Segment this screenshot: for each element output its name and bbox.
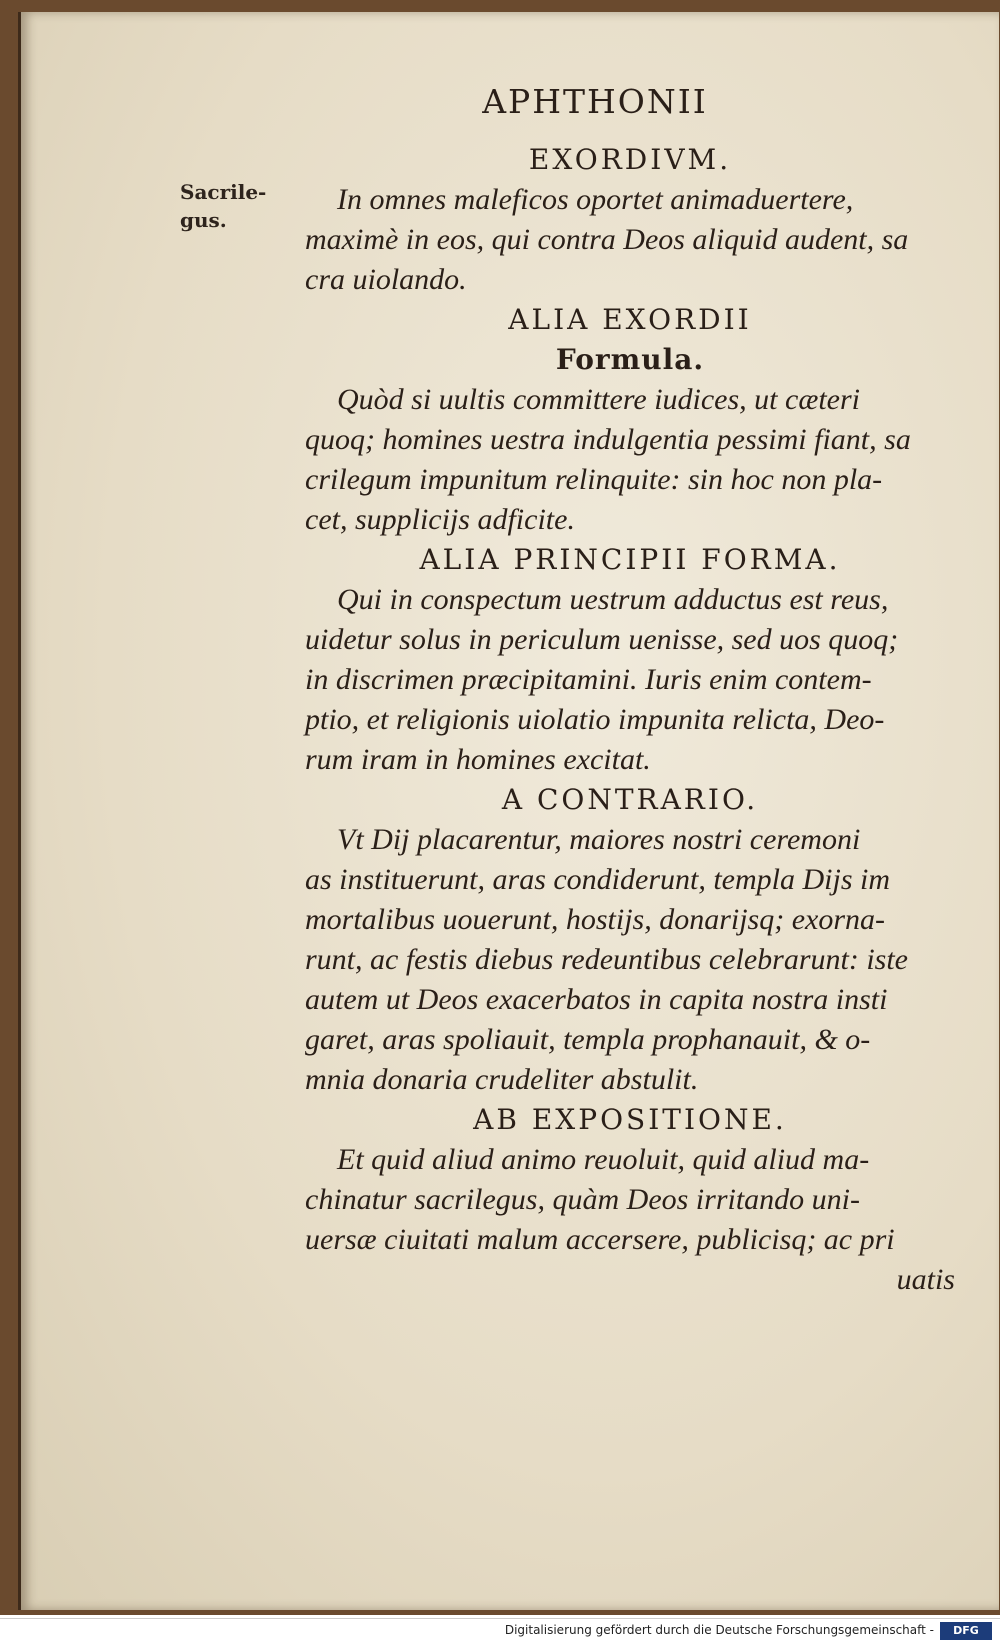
text-line: runt, ac festis diebus redeuntibus celebrarunt: iste <box>305 943 908 976</box>
text-line: Et quid aliud animo reuoluit, quid aliud ma- <box>337 1143 870 1176</box>
margin-note-line: Sacrile- <box>180 180 267 204</box>
text-line: in discrimen præcipitamini. Iuris enim contem- <box>305 663 872 696</box>
text-line: cet, supplicijs adficite. <box>305 503 575 536</box>
text-line: as instituerunt, aras condiderunt, templa Dijs im <box>305 863 890 896</box>
text-line: Quòd si uultis committere iudices, ut cæteri <box>337 383 860 416</box>
main-text <box>305 140 955 1300</box>
dfg-logo: DFG <box>940 1622 992 1640</box>
margin-note-line: gus. <box>180 208 227 232</box>
text-line: mnia donaria crudeliter abstulit. <box>305 1063 699 1096</box>
margin-note <box>180 178 267 234</box>
section-heading: A CONTRARIO. <box>501 783 759 816</box>
text-line: garet, aras spoliauit, templa prophanauit, & o- <box>305 1023 871 1056</box>
text-line: rum iram in homines excitat. <box>305 743 651 776</box>
section-heading: AB EXPOSITIONE. <box>473 1103 787 1136</box>
section-heading: Formula. <box>555 343 705 376</box>
text-line: In omnes maleficos oportet animaduertere, <box>337 183 854 216</box>
footer-bar <box>0 1618 1000 1646</box>
text-line: mortalibus uouerunt, hostijs, donarijsq; exorna- <box>305 903 886 936</box>
text-line: crilegum impunitum relinquite: sin hoc non pla- <box>305 463 883 496</box>
section-heading: ALIA EXORDII <box>508 303 752 336</box>
section-heading: ALIA PRINCIPII FORMA. <box>419 543 841 576</box>
text-line: maximè in eos, qui contra Deos aliquid audent, sa <box>305 223 909 256</box>
footer-credit: Digitalisierung gefördert durch die Deutsche Forschungsgemeinschaft - <box>504 1623 934 1637</box>
text-line: uersæ ciuitati malum accersere, publicisq; ac pri <box>305 1223 895 1256</box>
running-head: APHTHONII <box>482 82 708 121</box>
text-line: ptio, et religionis uiolatio impunita relicta, Deo- <box>305 703 885 736</box>
text-line: cra uiolando. <box>305 263 467 296</box>
text-line: uidetur solus in periculum uenisse, sed uos quoq; <box>305 623 899 656</box>
text-line: Vt Dij placarentur, maiores nostri ceremoni <box>337 823 861 856</box>
text-line: quoq; homines uestra indulgentia pessimi fiant, sa <box>305 423 911 456</box>
text-line: Qui in conspectum uestrum adductus est reus, <box>337 583 889 616</box>
section-heading: EXORDIVM. <box>528 143 732 176</box>
text-line: uatis <box>896 1263 955 1296</box>
text-line: autem ut Deos exacerbatos in capita nostra insti <box>305 983 888 1016</box>
text-line: chinatur sacrilegus, quàm Deos irritando uni- <box>305 1183 860 1216</box>
